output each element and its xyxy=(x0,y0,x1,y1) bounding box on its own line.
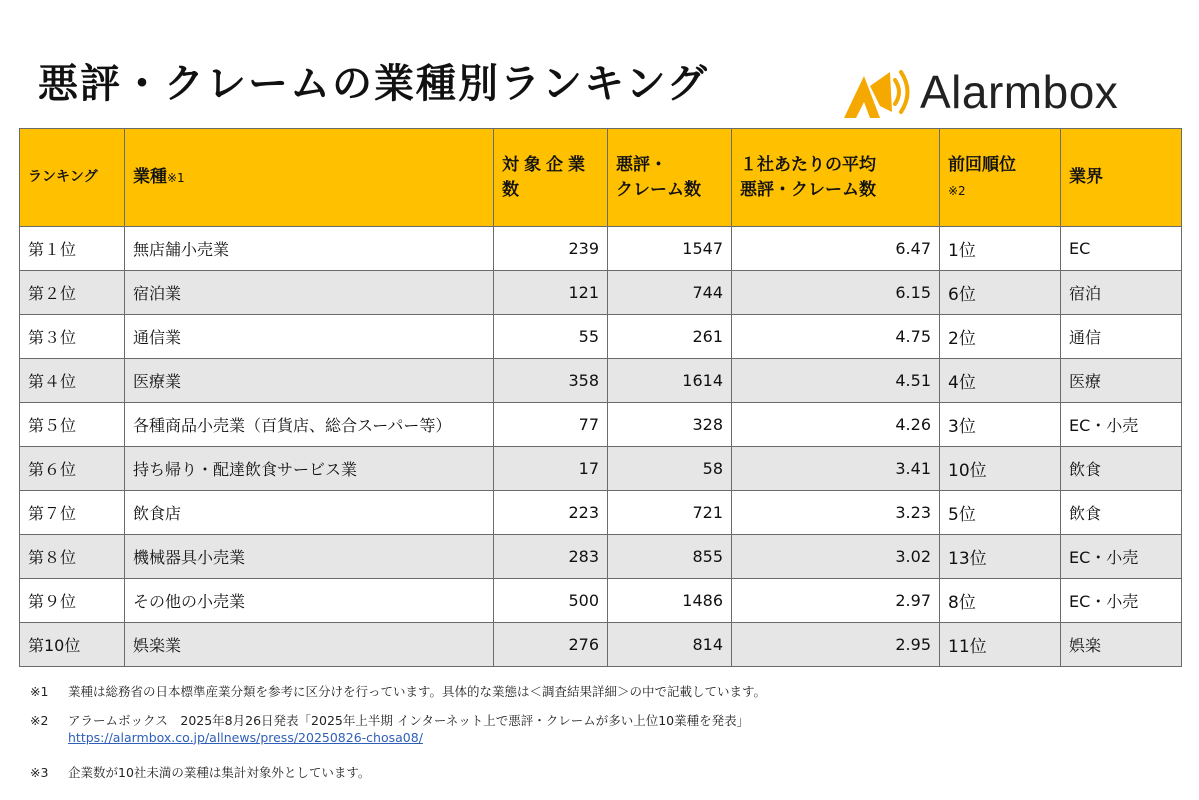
cell-reviews: 1614 xyxy=(608,359,732,403)
cell-previous-rank: 4位 xyxy=(940,359,1061,403)
header-average-line2: 悪評・クレーム数 xyxy=(740,179,876,200)
cell-rank: 第10位 xyxy=(20,623,125,667)
alarmbox-megaphone-icon xyxy=(840,62,912,122)
cell-companies: 121 xyxy=(494,271,608,315)
cell-average: 4.75 xyxy=(732,315,940,359)
cell-sector: 飲食 xyxy=(1061,491,1182,535)
cell-sector: EC xyxy=(1061,227,1182,271)
cell-industry: 各種商品小売業（百貨店、総合スーパー等） xyxy=(125,403,494,447)
cell-companies: 276 xyxy=(494,623,608,667)
footnote-1 xyxy=(30,684,1170,701)
footnote-mark: ※1 xyxy=(30,684,49,699)
cell-companies: 223 xyxy=(494,491,608,535)
cell-industry: 娯楽業 xyxy=(125,623,494,667)
header-average-line1: １社あたりの平均 xyxy=(740,154,876,175)
table-row xyxy=(20,491,1182,535)
header-companies xyxy=(494,129,608,227)
cell-industry: 宿泊業 xyxy=(125,271,494,315)
cell-rank: 第３位 xyxy=(20,315,125,359)
header-rank: ランキング xyxy=(20,129,125,227)
cell-rank: 第４位 xyxy=(20,359,125,403)
cell-rank: 第９位 xyxy=(20,579,125,623)
alarmbox-logo xyxy=(840,62,1118,122)
footnote-mark: ※3 xyxy=(30,764,49,780)
cell-companies: 500 xyxy=(494,579,608,623)
table-header-row xyxy=(20,129,1182,227)
header-companies-line1: 対象企業 xyxy=(502,154,590,175)
header-average xyxy=(732,129,940,227)
cell-rank: 第６位 xyxy=(20,447,125,491)
header-sector: 業界 xyxy=(1061,129,1182,227)
cell-industry: その他の小売業 xyxy=(125,579,494,623)
footnote-body xyxy=(68,713,749,747)
header-companies-line2: 数 xyxy=(502,179,519,200)
table-row xyxy=(20,315,1182,359)
header-reviews xyxy=(608,129,732,227)
cell-average: 2.95 xyxy=(732,623,940,667)
cell-reviews: 721 xyxy=(608,491,732,535)
table-row xyxy=(20,579,1182,623)
cell-previous-rank: 13位 xyxy=(940,535,1061,579)
footnote-mark: ※2 xyxy=(30,712,49,728)
footnote-text: 企業数が10社未満の業種は集計対象外としています。 xyxy=(68,764,371,780)
cell-rank: 第８位 xyxy=(20,535,125,579)
cell-sector: 宿泊 xyxy=(1061,271,1182,315)
cell-reviews: 744 xyxy=(608,271,732,315)
page-title: 悪評・クレームの業種別ランキング xyxy=(38,61,709,107)
cell-average: 3.02 xyxy=(732,535,940,579)
cell-sector: 飲食 xyxy=(1061,447,1182,491)
cell-sector: 娯楽 xyxy=(1061,623,1182,667)
cell-average: 6.47 xyxy=(732,227,940,271)
table-row xyxy=(20,447,1182,491)
ranking-table xyxy=(19,128,1182,667)
cell-reviews: 328 xyxy=(608,403,732,447)
header-reviews-line1: 悪評・ xyxy=(616,154,667,175)
cell-reviews: 855 xyxy=(608,535,732,579)
cell-rank: 第５位 xyxy=(20,403,125,447)
cell-rank: 第２位 xyxy=(20,271,125,315)
cell-industry: 医療業 xyxy=(125,359,494,403)
header-industry-note: ※1 xyxy=(167,171,185,186)
cell-average: 4.26 xyxy=(732,403,940,447)
cell-industry: 飲食店 xyxy=(125,491,494,535)
cell-average: 3.23 xyxy=(732,491,940,535)
table-row xyxy=(20,535,1182,579)
cell-rank: 第１位 xyxy=(20,227,125,271)
cell-reviews: 1486 xyxy=(608,579,732,623)
cell-previous-rank: 11位 xyxy=(940,623,1061,667)
cell-companies: 77 xyxy=(494,403,608,447)
header-previous-rank-label: 前回順位 xyxy=(948,154,1016,175)
cell-companies: 358 xyxy=(494,359,608,403)
footnote-text: 業種は総務省の日本標準産業分類を参考に区分けを行っています。具体的な業態は＜調査結果詳細＞の中で記載しています。 xyxy=(68,684,767,699)
cell-industry: 持ち帰り・配達飲食サービス業 xyxy=(125,447,494,491)
cell-average: 4.51 xyxy=(732,359,940,403)
cell-companies: 55 xyxy=(494,315,608,359)
header-industry xyxy=(125,129,494,227)
cell-previous-rank: 2位 xyxy=(940,315,1061,359)
cell-average: 3.41 xyxy=(732,447,940,491)
cell-industry: 機械器具小売業 xyxy=(125,535,494,579)
table-row xyxy=(20,271,1182,315)
cell-reviews: 261 xyxy=(608,315,732,359)
header-reviews-line2: クレーム数 xyxy=(616,179,701,200)
cell-previous-rank: 1位 xyxy=(940,227,1061,271)
cell-reviews: 58 xyxy=(608,447,732,491)
logo-text: Alarmbox xyxy=(920,66,1119,118)
header-previous-rank xyxy=(940,129,1061,227)
cell-reviews: 814 xyxy=(608,623,732,667)
cell-companies: 283 xyxy=(494,535,608,579)
table-row xyxy=(20,359,1182,403)
press-release-link[interactable]: https://alarmbox.co.jp/allnews/press/20250826-chosa08/ xyxy=(68,729,423,745)
table-row xyxy=(20,403,1182,447)
footnote-text: アラームボックス 2025年8月26日発表「2025年上半期 インターネット上で悪評・クレームが多い上位10業種を発表」 xyxy=(68,712,750,728)
cell-previous-rank: 10位 xyxy=(940,447,1061,491)
table-row xyxy=(20,227,1182,271)
footnote-3 xyxy=(30,765,1170,782)
table-row xyxy=(20,623,1182,667)
cell-companies: 239 xyxy=(494,227,608,271)
cell-sector: EC・小売 xyxy=(1061,579,1182,623)
header-industry-label: 業種 xyxy=(133,167,167,188)
footnotes xyxy=(30,684,1170,782)
header-previous-rank-note: ※2 xyxy=(948,183,966,198)
cell-industry: 通信業 xyxy=(125,315,494,359)
footnote-2 xyxy=(30,713,1170,747)
cell-industry: 無店舗小売業 xyxy=(125,227,494,271)
cell-previous-rank: 5位 xyxy=(940,491,1061,535)
cell-previous-rank: 8位 xyxy=(940,579,1061,623)
cell-sector: EC・小売 xyxy=(1061,403,1182,447)
cell-sector: 通信 xyxy=(1061,315,1182,359)
cell-average: 6.15 xyxy=(732,271,940,315)
cell-sector: 医療 xyxy=(1061,359,1182,403)
cell-sector: EC・小売 xyxy=(1061,535,1182,579)
cell-average: 2.97 xyxy=(732,579,940,623)
cell-rank: 第７位 xyxy=(20,491,125,535)
cell-reviews: 1547 xyxy=(608,227,732,271)
cell-previous-rank: 3位 xyxy=(940,403,1061,447)
cell-companies: 17 xyxy=(494,447,608,491)
cell-previous-rank: 6位 xyxy=(940,271,1061,315)
